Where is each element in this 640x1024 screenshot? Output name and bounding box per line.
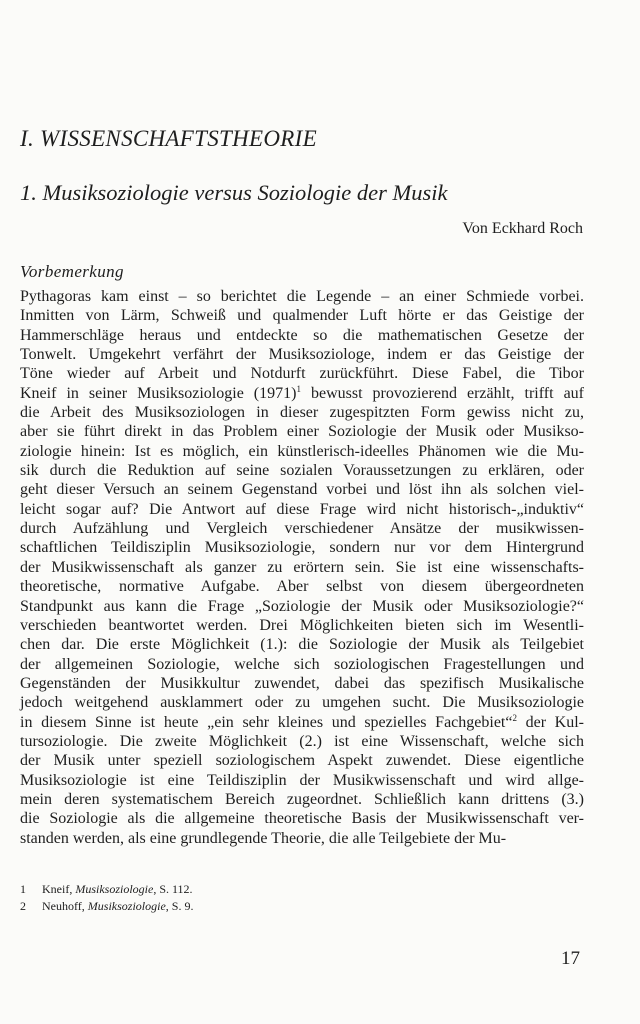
text-line: [20, 384, 584, 403]
text-line: die Soziologie als die allgemeine theoretische Basis der Musikwissenschaft ver-: [20, 810, 584, 828]
text-line: Gegenständen der Musikkultur zuwendet, dabei das spezifisch Musikalische: [20, 674, 584, 692]
text-line: leicht sogar auf? Die Antwort auf diese Frage wird nicht historisch-„induktiv“: [20, 500, 584, 518]
footnote-author: Kneif,: [42, 882, 73, 896]
text-line: der allgemeinen Soziologie, welche sich soziologischen Fragestellungen und: [20, 655, 584, 673]
footnote-author: Neuhoff,: [42, 899, 85, 913]
footnote-mark: 2: [512, 712, 517, 723]
footnote-number: 2: [20, 899, 26, 913]
text-line: [20, 713, 584, 732]
body-text: [20, 287, 584, 848]
section-title: 1. Musiksoziologie versus Soziologie der Musik: [20, 180, 448, 205]
text-line: Inmitten von Lärm, Schweiß und qualmender Luft hörte er das Geistige der: [20, 307, 584, 325]
text-line: sik durch die Reduktion auf seine sozialen Voraussetzungen zu erklären, oder: [20, 462, 584, 480]
text-line: durch Aufzählung und Vergleich verschiedener Ansätze der musikwissen-: [20, 520, 584, 538]
footnote-page: , S. 112.: [153, 882, 193, 896]
author-line: Von Eckhard Roch: [462, 220, 583, 237]
text-line: der Musikwissenschaft als ganzer zu erörtern sein. Sie ist eine wissenschafts-: [20, 558, 584, 576]
text-line: verschieden beantwortet werden. Drei Möglichkeiten bieten sich im Wesentli-: [20, 616, 584, 634]
text-line: der Musik unter speziell soziologischem Aspekt zuwendet. Diese eigentliche: [20, 752, 584, 770]
text-segment: der Kul-: [516, 713, 584, 731]
text-line: Musiksoziologie ist eine Teildisziplin der Musikwissenschaft und wird allge-: [20, 771, 584, 789]
text-line: jedoch weitgehend ausklammert oder zu umgehen sucht. Die Musiksoziologie: [20, 694, 584, 712]
text-line: Standpunkt aus kann die Frage „Soziologie der Musik oder Musiksoziologie?“: [20, 597, 584, 615]
text-line: die Arbeit des Musiksoziologen in dieser zugespitzten Form gewiss nicht zu,: [20, 404, 584, 422]
text-line: aber sie führt direkt in das Problem einer Soziologie der Musik oder Musikso-: [20, 423, 584, 441]
text-segment: in diesem Sinne ist heute „ein sehr kleines und spezielles Fachgebiet“: [20, 713, 513, 731]
chapter-title: I. WISSENSCHAFTSTHEORIE: [20, 126, 317, 151]
text-line: geht dieser Versuch an seinem Gegenstand vorbei und löst ihn als solchen viel-: [20, 481, 584, 499]
text-line: Pythagoras kam einst – so berichtet die Legende – an einer Schmiede vorbei.: [20, 288, 584, 305]
footnote: [20, 899, 193, 914]
text-segment: bewusst provozierend erzählt, trifft auf: [300, 384, 584, 402]
text-line: standen werden, als eine grundlegende Theorie, die alle Teilgebiete der Mu-: [20, 829, 507, 847]
footnote-title: Musiksoziologie: [75, 882, 154, 896]
text-line: theoretische, normative Aufgabe. Aber selbst von diesem übergeordneten: [20, 578, 584, 596]
text-line: Töne wieder auf Arbeit und Notdurft zurückführt. Diese Fabel, die Tibor: [20, 365, 584, 383]
text-line: chen dar. Die erste Möglichkeit (1.): die Soziologie der Musik als Teilgebiet: [20, 636, 584, 654]
text-segment: Kneif in seiner Musiksoziologie (1971): [20, 384, 297, 402]
footnote-title: Musiksoziologie: [87, 899, 166, 913]
footnote-page: , S. 9.: [165, 899, 194, 913]
text-line: tursoziologie. Die zweite Möglichkeit (2.) ist eine Wissenschaft, welche sich: [20, 732, 584, 750]
text-line: Tonwelt. Umgekehrt verfährt der Musiksoziologe, indem er das Geistige der: [20, 346, 584, 364]
text-line: Hammerschläge heraus und entdeckte so die mathematischen Gesetze der: [20, 326, 584, 344]
text-line: ziologie hinein: Ist es möglich, ein künstlerisch-ideelles Phänomen wie die Mu-: [20, 442, 584, 460]
page-number: 17: [561, 948, 580, 969]
footnote-number: 1: [20, 882, 26, 896]
footnote-mark: 1: [296, 383, 301, 394]
text-line: mein deren systematischem Bereich zugeordnet. Schließlich kann drittens (3.): [20, 790, 584, 808]
text-line: schaftlichen Teildisziplin Musiksoziologie, sondern nur vor dem Hintergrund: [20, 539, 584, 557]
footnote: [20, 882, 193, 897]
subheading: Vorbemerkung: [20, 262, 124, 281]
